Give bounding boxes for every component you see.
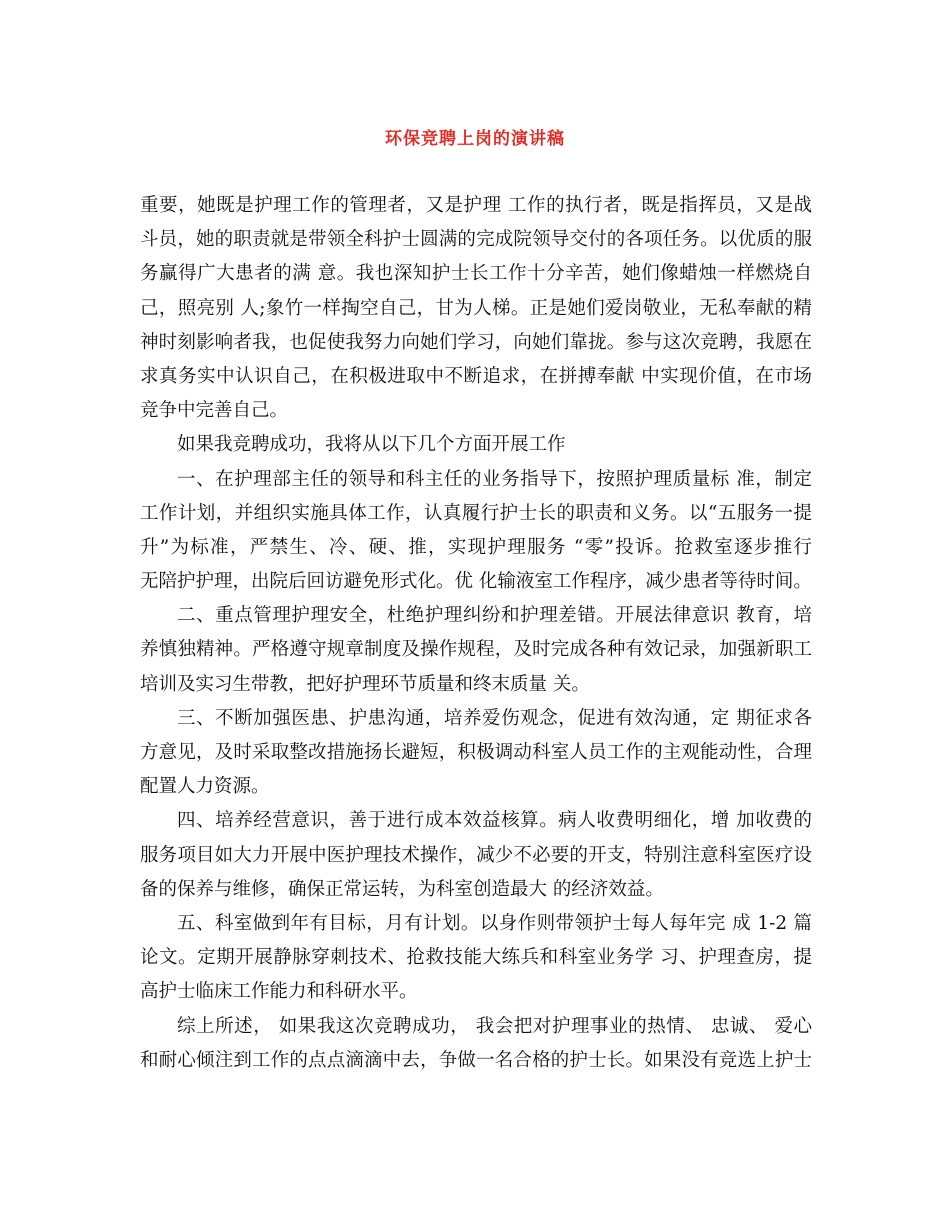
- paragraph: [140, 702, 812, 805]
- paragraph-line: 培训及实习生带教，把好护理环节质量和终末质量 关。: [140, 673, 590, 695]
- paragraph: [140, 599, 812, 702]
- paragraph-line: 工作计划，并组织实施具体工作，认真履行护士长的职责和义务。以“五服务一提: [140, 502, 812, 524]
- paragraph-line: 务赢得广大患者的满 意。我也深知护士长工作十分辛苦，她们像蜡烛一样燃烧自: [140, 263, 812, 285]
- paragraph-line: 四、培养经营意识，善于进行成本效益核算。病人收费明细化，增 加收费的: [177, 810, 812, 832]
- paragraph-line: 如果我竞聘成功，我将从以下几个方面开展工作: [177, 434, 566, 456]
- paragraph-line: 服务项目如大力开展中医护理技术操作，减少不必要的开支，特别注意科室医疗设: [140, 844, 812, 866]
- paragraph: [140, 463, 812, 600]
- paragraph-line: 求真务实中认识自己，在积极进取中不断追求，在拼搏奉献 中实现价值，在市场: [140, 365, 812, 387]
- document-body: [140, 189, 812, 1078]
- paragraph-line: 一、在护理部主任的领导和科主任的业务指导下，按照护理质量标 准，制定: [177, 468, 812, 490]
- paragraph-line: 斗员，她的职责就是带领全科护士圆满的完成院领导交付的各项任务。以优质的服: [140, 229, 812, 251]
- paragraph-line: 配置人力资源。: [140, 776, 270, 798]
- paragraph-line: 综上所述， 如果我这次竞聘成功， 我会把对护理事业的热情、 忠诚、 爱心: [177, 1015, 812, 1037]
- paragraph-line: 高护士临床工作能力和科研水平。: [140, 981, 418, 1003]
- paragraph-line: 方意见，及时采取整改措施扬长避短，积极调动科室人员工作的主观能动性，合理: [140, 742, 812, 763]
- paragraph-line: 己，照亮别 人;象竹一样掏空自己，甘为人梯。正是她们爱岗敬业，无私奉献的精: [140, 297, 812, 319]
- paragraph-line: 二、重点管理护理安全，杜绝护理纠纷和护理差错。开展法律意识 教育，培: [177, 605, 812, 627]
- paragraph-line: 三、不断加强医患、护患沟通，培养爱伤观念，促进有效沟通，定 期征求各: [177, 707, 812, 729]
- paragraph: [140, 907, 812, 1010]
- paragraph-line: 神时刻影响者我，也促使我努力向她们学习，向她们靠拢。参与这次竞聘，我愿在: [140, 331, 812, 353]
- paragraph-line: 重要，她既是护理工作的管理者，又是护理 工作的执行者，既是指挥员，又是战: [140, 195, 812, 216]
- paragraph-line: 备的保养与维修，确保正常运转，为科室创造最大 的经济效益。: [140, 878, 664, 900]
- paragraph: [140, 428, 812, 462]
- paragraph: [140, 1010, 812, 1078]
- paragraph-line: 无陪护护理，出院后回访避免形式化。优 化输液室工作程序，减少患者等待时间。: [140, 571, 812, 593]
- paragraph: [140, 189, 812, 428]
- document-title: 环保竞聘上岗的演讲稿: [385, 129, 565, 149]
- paragraph-line: 论文。定期开展静脉穿刺技术、抢救技能大练兵和科室业务学 习、护理查房，提: [140, 947, 812, 969]
- paragraph-line: 和耐心倾注到工作的点点滴滴中去，争做一名合格的护士长。如果没有竞选上护士: [140, 1049, 812, 1071]
- paragraph-line: 竞争中完善自己。: [140, 400, 289, 422]
- paragraph-line: 升”为标准，严禁生、冷、硬、推，实现护理服务 “零”投诉。抢救室逐步推行: [140, 536, 812, 558]
- paragraph-line: 五、科室做到年有目标，月有计划。以身作则带领护士每人每年完 成 1-2 篇: [177, 912, 812, 934]
- paragraph: [140, 804, 812, 907]
- paragraph-line: 养慎独精神。严格遵守规章制度及操作规程，及时完成各种有效记录，加强新职工: [140, 639, 812, 661]
